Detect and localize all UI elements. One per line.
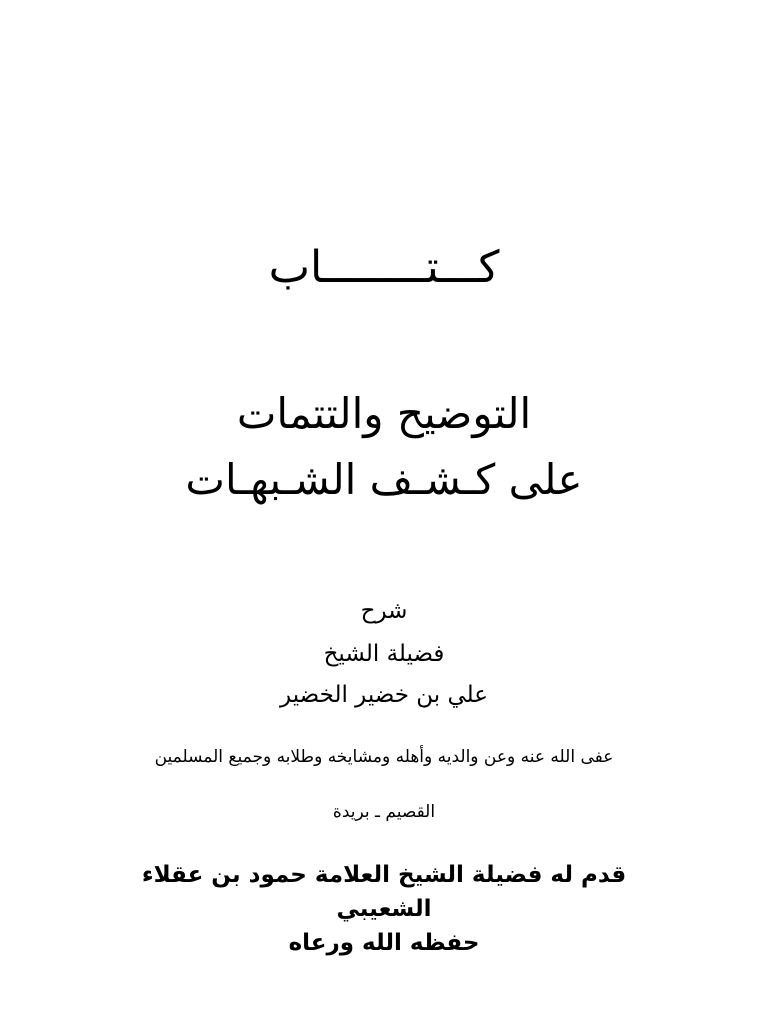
book-title-line-1: التوضيح والتتمات: [236, 389, 532, 438]
intro-line-2: حفظه الله ورعاه: [288, 930, 480, 956]
book-title-line-2: على كـشـف الشـبهـات: [185, 455, 583, 504]
intro-line-1: قدم له فضيلة الشيخ العلامة حمود بن عقلاء الشعيبي: [141, 862, 627, 922]
place-text: القصيم ـ بريدة: [332, 802, 436, 822]
introduction-credit: [110, 858, 658, 960]
kitab-label: كـــتــــــــاب: [268, 242, 500, 293]
sharh-label: شرح: [360, 598, 408, 624]
author-name: علي بن خضير الخضير: [280, 682, 488, 708]
shaykh-honorific: فضيلة الشيخ: [323, 641, 445, 667]
dua-text: عفى الله عنه وعن والديه وأهله ومشايخه وطلابه وجميع المسلمين: [154, 747, 614, 767]
